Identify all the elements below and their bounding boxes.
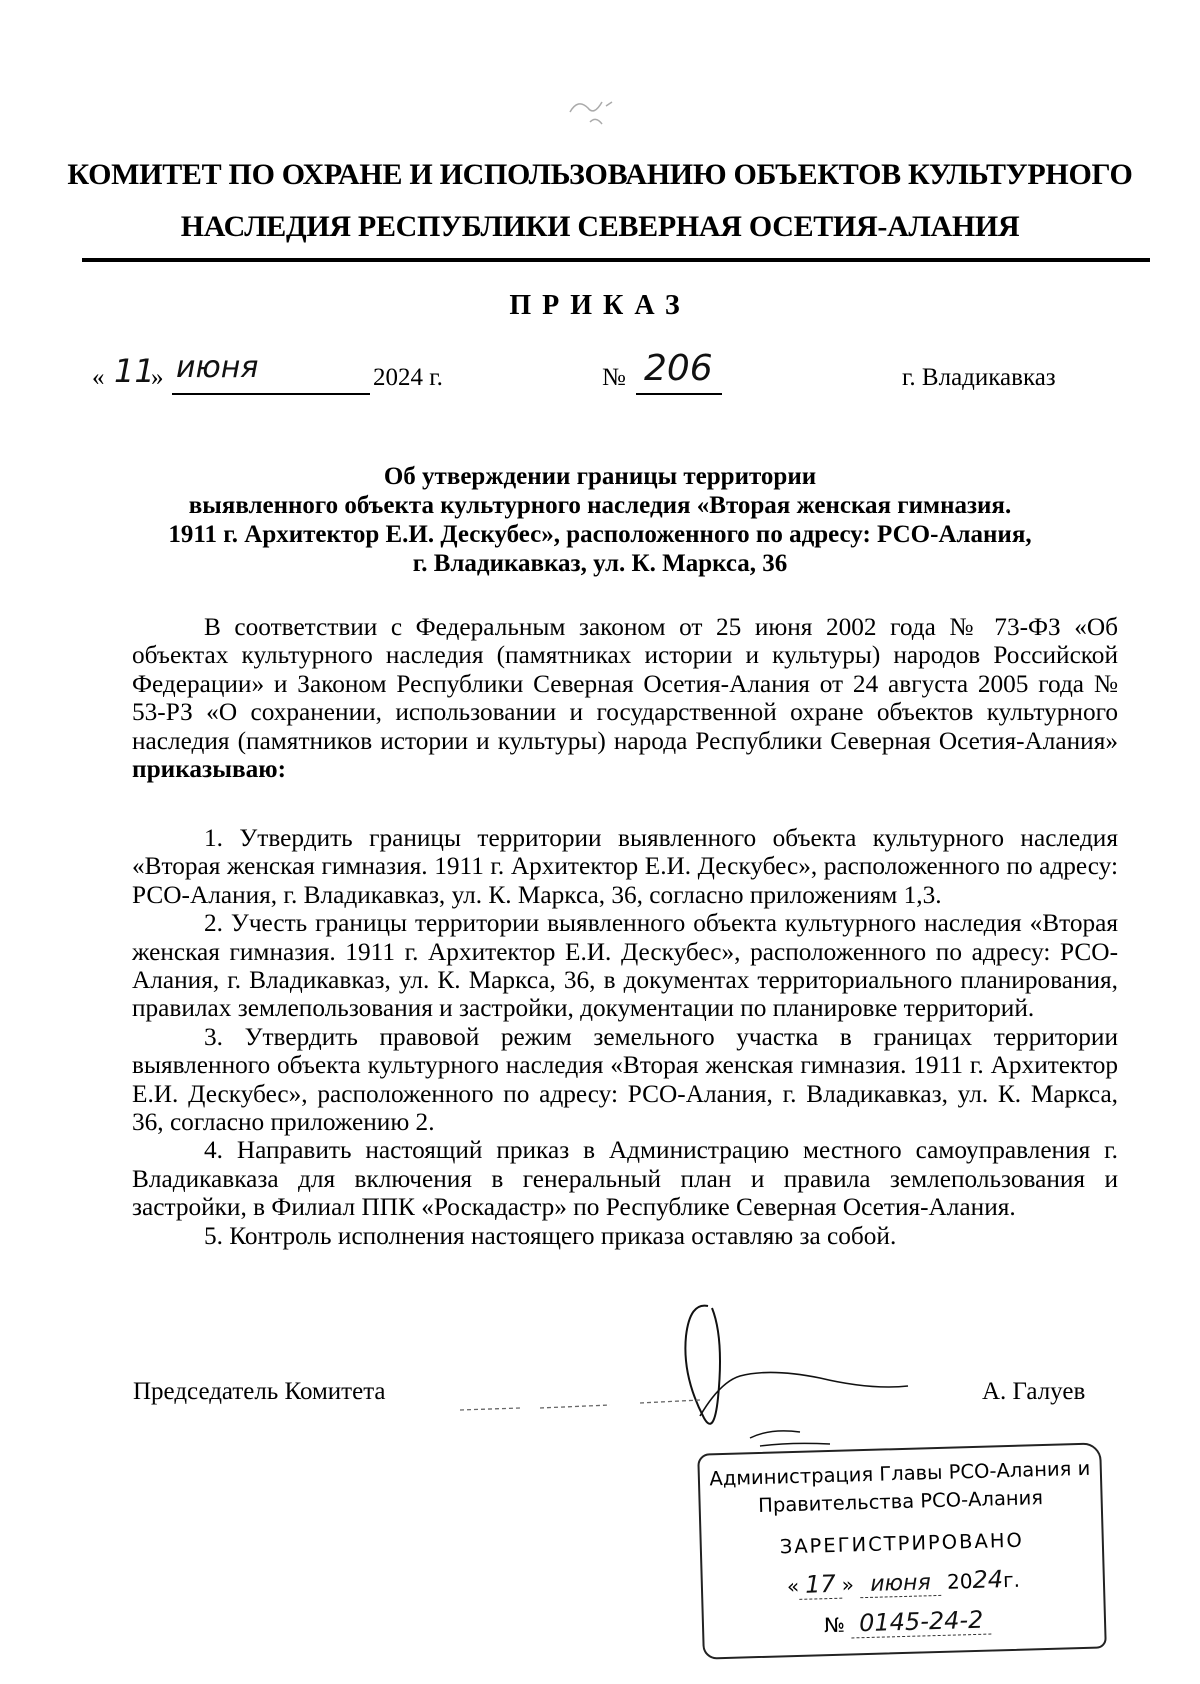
order-item: 2. Учесть границы территории выявленного объекта культурного наследия «Вторая женская гимназия. 1911 г. Архитектор Е.И. Дескубес», расположенного по адресу: РСО-Алания, г. Владикавказ, ул. К. Маркса, 36, в документах территориального планирования, правилах землепользования и застройки, документации по планировке территорий. [132,909,1118,1023]
title-line3: 1911 г. Архитектор Е.И. Дескубес», расположенного по адресу: РСО-Алания, [168,521,1032,548]
date-day-handwritten: 11 [114,352,155,390]
stamp-registered: ЗАРЕГИСТРИРОВАНО [779,1528,1025,1559]
date-month-underline [172,393,370,395]
stamp-line2: Правительства РСО-Алания [757,1486,1044,1517]
date-quote-open: « [92,364,105,391]
date-quote-close: » [151,364,164,391]
order-item: 4. Направить настоящий приказ в Администрацию местного самоуправления г. Владикавказа для включения в генеральный план и правила землепользования и застройки, в Филиал ППК «Роскадастр» по Республике Северная Осетия-Алания. [132,1136,1118,1222]
signatory-name: А. Галуев [982,1378,1086,1405]
stamp-line1: Администрация Главы РСО-Алания и [709,1456,1091,1491]
order-item: 3. Утвердить правовой режим земельного участка в границах территории выявленного объекта культурного наследия «Вторая женская гимназия. 1911 г. Архитектор Е.И. Дескубес», расположенного по адресу: РСО-Алания, г. Владикавказ, ул. К. Маркса, 36, согласно приложению 2. [132,1022,1118,1137]
stamp-number [824,1606,992,1639]
stamp-date-month-handwritten: июня [860,1570,941,1598]
date-month-handwritten: июня [176,350,259,385]
committee-name-line2: НАСЛЕДИЯ РЕСПУБЛИКИ СЕВЕРНАЯ ОСЕТИЯ-АЛАНИЯ [180,210,1020,243]
stamp-number-handwritten: 0145-24-2 [851,1606,992,1639]
stamp-date [787,1565,1021,1599]
document-type: ПРИКАЗ [509,290,691,321]
city: г. Владикавказ [902,364,1056,391]
registration-stamp [697,1442,1107,1659]
preamble-text: В соответствии с Федеральным законом от 25 июня 2002 года № 73-ФЗ «Об объектах культурного наследия (памятниках истории и культуры) народов Российской Федерации» и Законом Республики Северная Осетия-Алания от 24 августа 2005 года № 53-РЗ «О сохранении, использовании и государственной охране объектов культурного наследия (памятников истории и культуры) народа Республики Северная Осетия-Алания» [132,613,1118,755]
title-line2: выявленного объекта культурного наследия «Вторая женская гимназия. [188,492,1012,519]
preamble-order-word: приказываю: [132,755,287,784]
stamp-date-day-handwritten: 17 [799,1570,842,1600]
stamp-date-quote-open: « [786,1573,800,1599]
title-line1: Об утверждении границы территории [383,463,817,490]
signatory-position: Председатель Комитета [133,1378,386,1405]
stamp-number-label: № [823,1612,846,1638]
order-item: 5. Контроль исполнения настоящего приказа оставляю за собой. [204,1221,897,1250]
date-year: 2024 г. [373,364,443,391]
handwritten-signature [450,1298,930,1448]
title-line4: г. Владикавказ, ул. К. Маркса, 36 [412,550,788,577]
stamp-date-quote-close: » [841,1572,855,1597]
stamp-date-year-prefix: 20 [946,1569,973,1594]
header-rule [82,258,1150,262]
preamble [132,613,1118,783]
order-item: 1. Утвердить границы территории выявленного объекта культурного наследия «Вторая женская гимназия. 1911 г. Архитектор Е.И. Дескубес», расположенного по адресу: РСО-Алания, г. Владикавказ, ул. К. Маркса, 36, согласно приложениям 1,3. [132,824,1118,909]
order-items [132,824,1118,1250]
scan-mark [560,88,630,136]
number-handwritten: 206 [644,348,713,389]
stamp-date-year-handwritten: 24 [972,1565,1004,1595]
number-label: № [602,364,626,391]
committee-name-line1: КОМИТЕТ ПО ОХРАНЕ И ИСПОЛЬЗОВАНИЮ ОБЪЕКТОВ КУЛЬТУРНОГО [67,158,1133,191]
stamp-date-suffix: г. [1002,1567,1021,1593]
number-underline [636,393,722,395]
